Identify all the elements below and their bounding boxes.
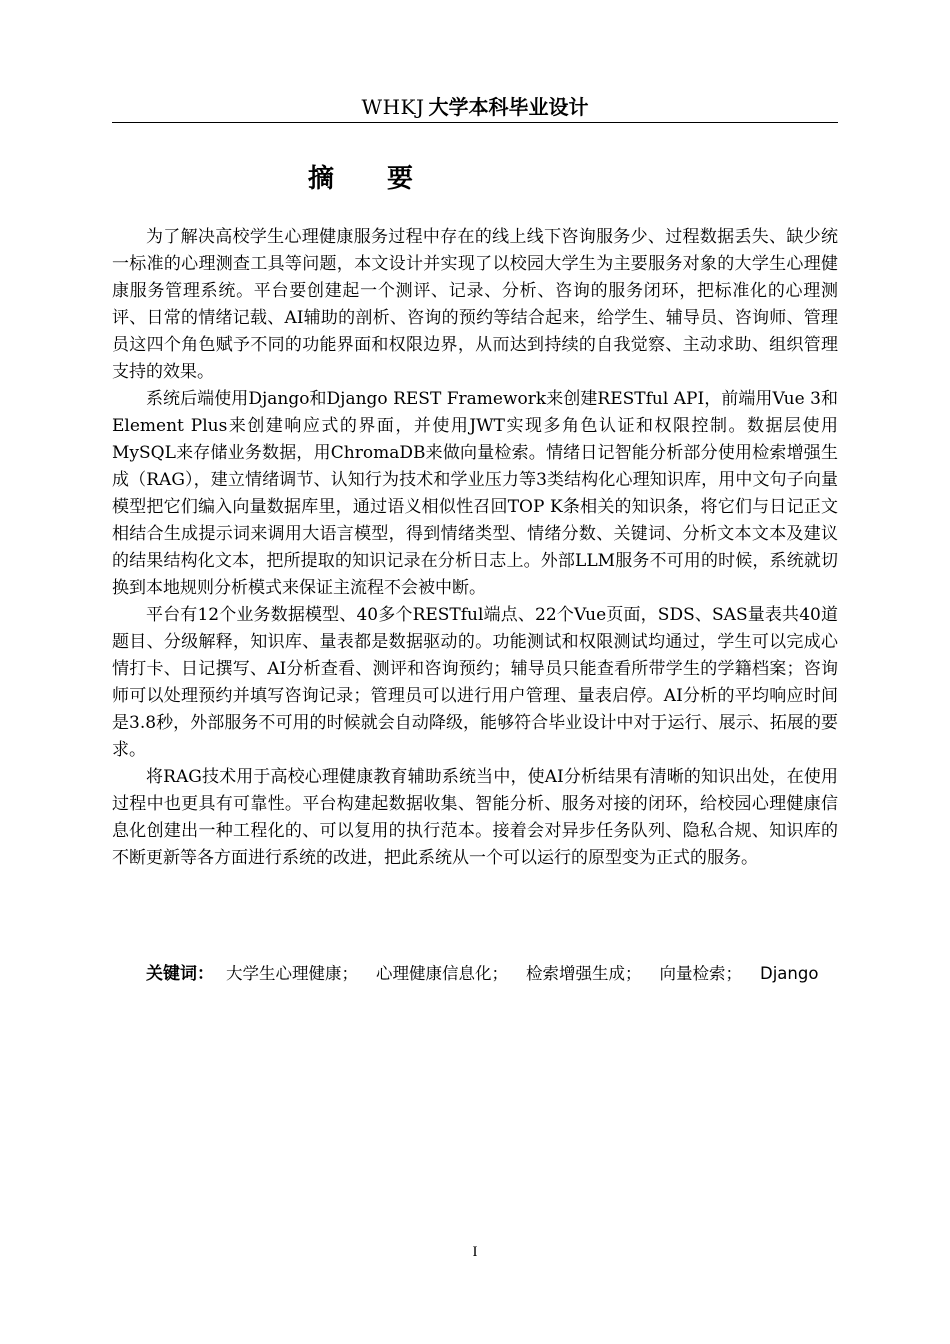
paragraph-2: 系统后端使用Django和Django REST Framework来创建RESTful API，前端用Vue 3和Element Plus来创建响应式的界面，并使用JWT实现多角色认证和权限控制。数据层使用MySQL来存储业务数据，用ChromaDB来做向量检索。情绪日记智能分析部分使用检索增强生成（RAG），建立情绪调节、认知行为技术和学业压力等3类结构化心理知识库，用中文句子向量模型把它们编入向量数据库里，通过语义相似性召回TOP K条相关的知识条，将它们与日记正文相结合生成提示词来调用大语言模型，得到情绪类型、情绪分数、关键词、分析文本文本及建议的结果结构化文本，把所提取的知识记录在分析日志上。外部LLM服务不可用的时候，系统就切换到本地规则分析模式来保证主流程不会被中断。 bbox=[112, 389, 838, 598]
keyword-item: 大学生心理健康； bbox=[226, 964, 358, 983]
keywords-line bbox=[112, 960, 838, 988]
running-header bbox=[112, 94, 838, 120]
header-prefix: WHKJ bbox=[361, 95, 425, 119]
keywords-label: 关键词： bbox=[146, 964, 214, 983]
page-number: I bbox=[472, 1244, 478, 1260]
keyword-item: 向量检索； bbox=[659, 964, 742, 983]
paragraph-3: 平台有12个业务数据模型、40多个RESTful端点、22个Vue页面，SDS、SAS量表共40道题目、分级解释，知识库、量表都是数据驱动的。功能测试和权限测试均通过，学生可以完成心情打卡、日记撰写、AI分析查看、测评和咨询预约；辅导员只能查看所带学生的学籍档案；咨询师可以处理预约并填写咨询记录；管理员可以进行用户管理、量表启停。AI分析的平均响应时间是3.8秒，外部服务不可用的时候就会自动降级，能够符合毕业设计中对于运行、展示、拓展的要求。 bbox=[112, 605, 838, 760]
header-title: 大学本科毕业设计 bbox=[428, 95, 589, 119]
header-rule bbox=[112, 122, 838, 123]
paragraph-1: 为了解决高校学生心理健康服务过程中存在的线上线下咨询服务少、过程数据丢失、缺少统一标准的心理测查工具等问题，本文设计并实现了以校园大学生为主要服务对象的大学生心理健康服务管理系统。平台要创建起一个测评、记录、分析、咨询的服务闭环，把标准化的心理测评、日常的情绪记载、AI辅助的剖析、咨询的预约等结合起来，给学生、辅导员、咨询师、管理员这四个角色赋予不同的功能界面和权限边界，从而达到持续的自我觉察、主动求助、组织管理支持的效果。 bbox=[112, 227, 838, 382]
keyword-item: Django bbox=[760, 964, 819, 983]
paragraph-4: 将RAG技术用于高校心理健康教育辅助系统当中，使AI分析结果有清晰的知识出处，在使用过程中也更具有可靠性。平台构建起数据收集、智能分析、服务对接的闭环，给校园心理健康信息化创建出一种工程化的、可以复用的执行范本。接着会对异步任务队列、隐私合规、知识库的不断更新等各方面进行系统的改进，把此系统从一个可以运行的原型变为正式的服务。 bbox=[112, 767, 838, 868]
abstract-title: 摘 要 bbox=[308, 164, 436, 194]
keyword-item: 心理健康信息化； bbox=[376, 964, 508, 983]
abstract-body bbox=[112, 224, 838, 872]
keyword-item: 检索增强生成； bbox=[526, 964, 642, 983]
